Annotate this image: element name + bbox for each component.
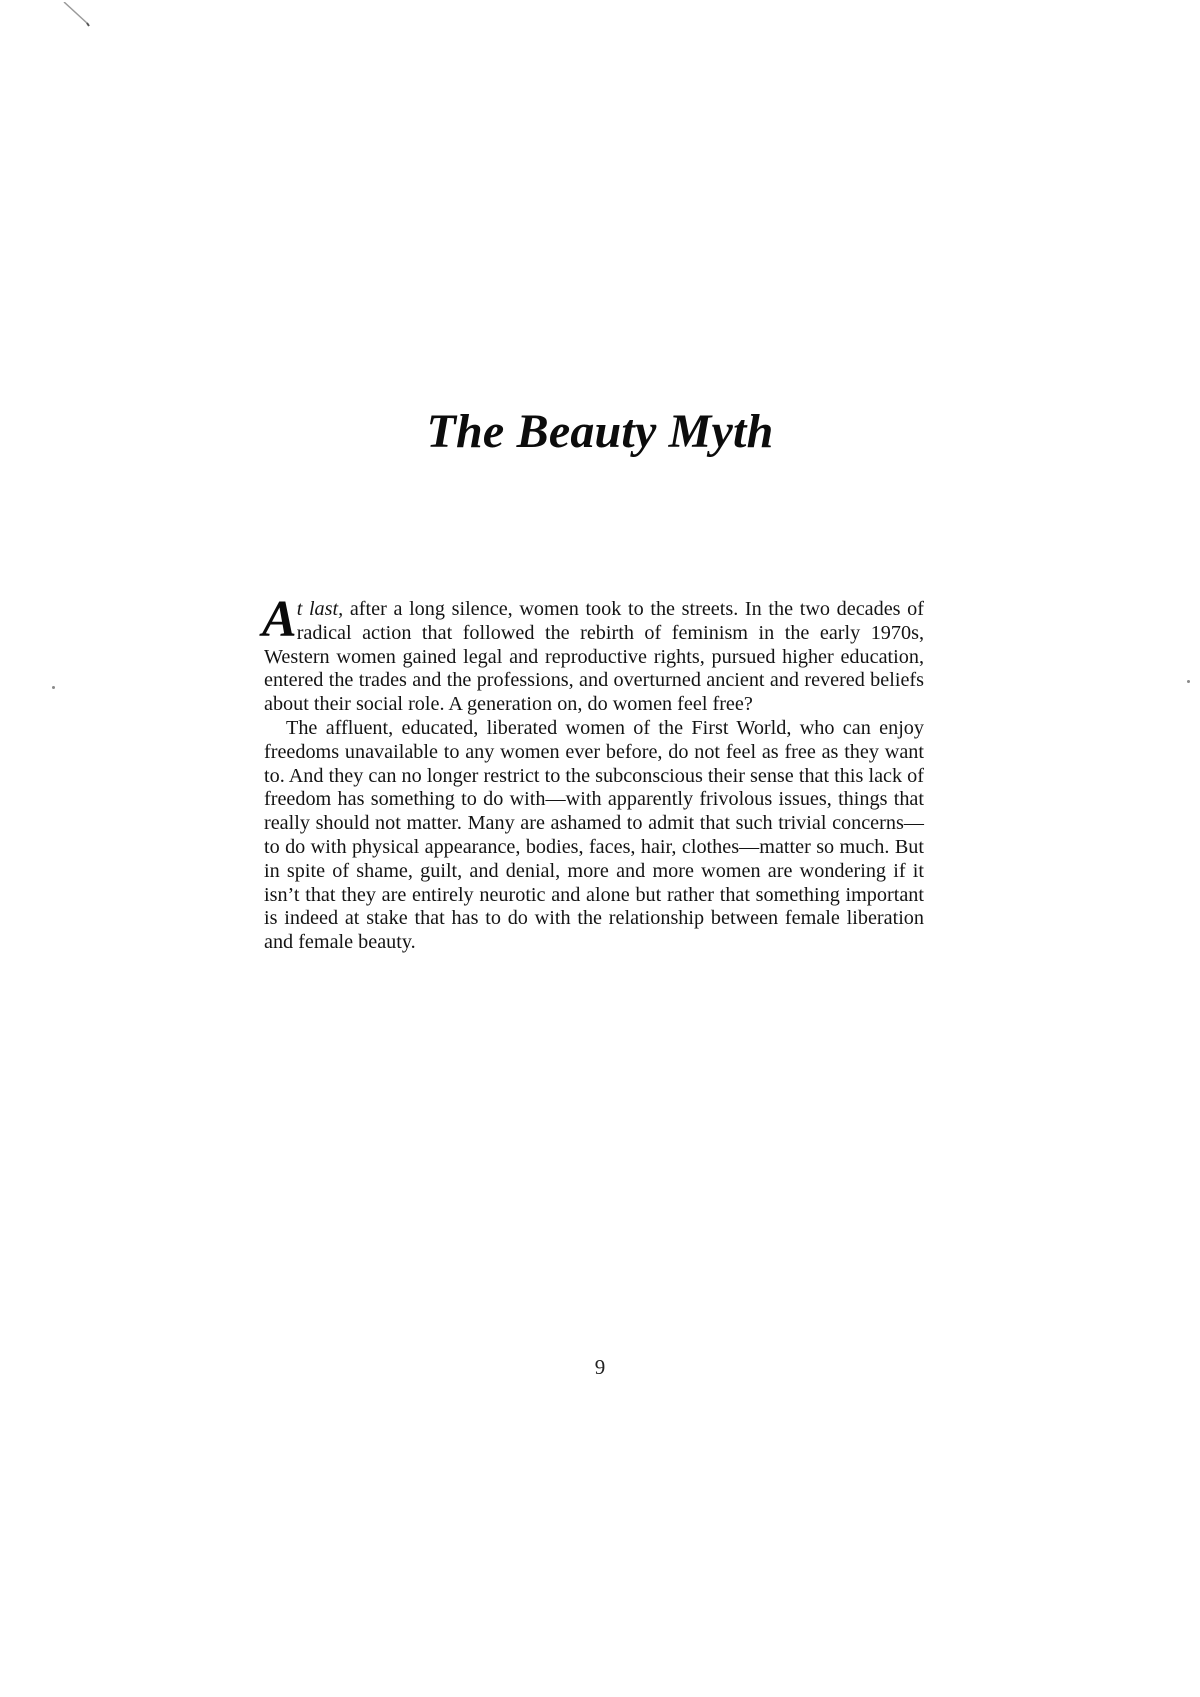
paragraph-1-text: after a long silence, women took to the streets. In the two decades of radical action that followed the rebirth of feminism in the early 1970s, Western women gained legal and reproductive rights, pursued higher education, entered the trades and the professions, and overturned ancient and revered beliefs about their social role. A generation on, do women feel free? [264, 598, 924, 716]
body-text [262, 591, 924, 955]
drop-cap: A [262, 591, 296, 648]
paragraph-2: The affluent, educated, liberated women of the First World, who can enjoy freedoms unavailable to any women ever before, do not feel as free as they want to. And they can no longer restrict to the subconscious their sense that this lack of freedom has something to do with—with apparently frivolous issues, things that really should not matter. Many are ashamed to admit that such trivial concerns—to do with physical appearance, bodies, faces, hair, clothes—matter so much. But in spite of shame, guilt, and denial, more and more women are wondering if it isn’t that they are entirely neurotic and alone but rather that something important is indeed at stake that has to do with the relationship between female liberation and female beauty. [264, 716, 924, 954]
page-title: The Beauty Myth [426, 405, 774, 458]
scan-artifact-line [62, 2, 96, 28]
scan-speck [1187, 680, 1190, 683]
paragraph-1 [262, 591, 924, 717]
scan-speck [52, 686, 55, 689]
page-number: 9 [594, 1355, 606, 1379]
lead-words: t last, [296, 598, 344, 620]
